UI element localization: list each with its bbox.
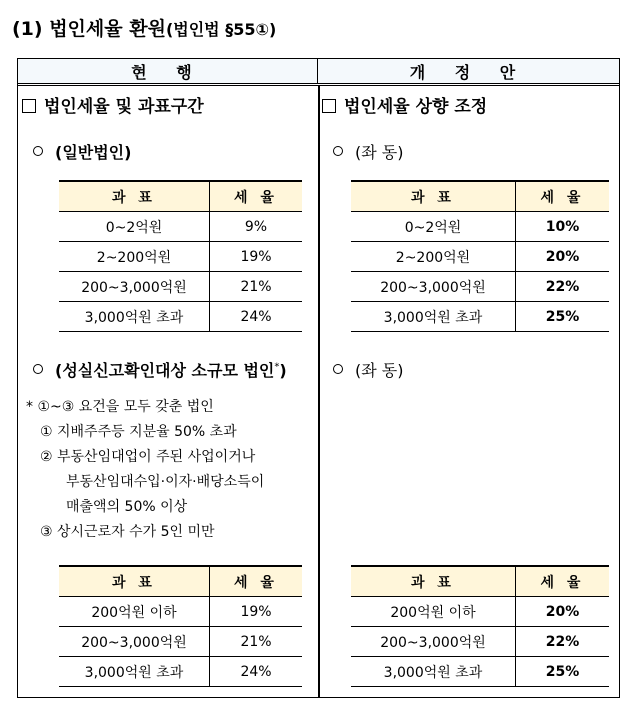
- table-cell: 200~3,000억원: [59, 627, 210, 657]
- right-bullet-general: [333, 140, 403, 163]
- table-row: [59, 242, 302, 272]
- column-header-row: [18, 59, 619, 86]
- right-section-label: 법인세율 상향 조정: [344, 97, 488, 117]
- table-row: [59, 272, 302, 302]
- table-cell: 20%: [516, 597, 610, 627]
- right-section-heading: [322, 92, 487, 117]
- left-bullet-general: [33, 140, 131, 163]
- left-bullet-small-corp-label: (성실신고확인대상 소규모 법인: [55, 361, 275, 380]
- table-cell: 200~3,000억원: [351, 272, 516, 302]
- table-row: [59, 212, 302, 242]
- table-cell: 3,000억원 초과: [351, 302, 516, 332]
- header-proposed: 개 정 안: [318, 59, 619, 83]
- table-cell: 200~3,000억원: [59, 272, 210, 302]
- table-cell: 200억원 이하: [351, 597, 516, 627]
- table-header: 세 율: [210, 566, 303, 597]
- table-header: 과 표: [351, 566, 516, 597]
- square-bullet-icon: [22, 99, 36, 113]
- table-cell: 2~200억원: [59, 242, 210, 272]
- table-row: [59, 657, 302, 687]
- table-row: [351, 627, 609, 657]
- requirement-notes: [26, 395, 264, 545]
- table-cell: 200억원 이하: [59, 597, 210, 627]
- table-cell: 200~3,000억원: [351, 627, 516, 657]
- table-cell: 3,000억원 초과: [59, 302, 210, 332]
- table-cell: 22%: [516, 627, 610, 657]
- right-rate-table-general: [351, 180, 609, 332]
- left-section-label: 법인세율 및 과표구간: [44, 97, 204, 117]
- left-bullet-small-corp-close: ): [279, 361, 287, 380]
- left-section-heading: [22, 92, 204, 117]
- table-cell: 9%: [210, 212, 303, 242]
- circle-bullet-icon: [33, 146, 43, 156]
- table-header: 세 율: [516, 181, 610, 212]
- table-cell: 19%: [210, 242, 303, 272]
- table-header: 세 율: [210, 181, 303, 212]
- table-cell: 0~2억원: [351, 212, 516, 242]
- title-sub: (법인법 §55①): [165, 20, 277, 39]
- table-cell: 2~200억원: [351, 242, 516, 272]
- table-row: [59, 302, 302, 332]
- note-item: ② 부동산임대업이 주된 사업이거나: [40, 449, 256, 465]
- table-cell: 19%: [210, 597, 303, 627]
- table-cell: 25%: [516, 657, 610, 687]
- note-item: ③ 상시근로자 수가 5인 미만: [40, 524, 215, 540]
- table-cell: 0~2억원: [59, 212, 210, 242]
- table-row: [59, 627, 302, 657]
- header-current: 현 행: [18, 59, 318, 83]
- page-title: [12, 14, 276, 41]
- table-cell: 24%: [210, 657, 303, 687]
- table-row: [351, 212, 609, 242]
- table-row: [351, 597, 609, 627]
- note-item-continued: 부동산임대수입·이자·배당소득이: [66, 474, 265, 490]
- left-rate-table-small-corp: [59, 565, 302, 687]
- table-row: [59, 597, 302, 627]
- table-cell: 3,000억원 초과: [351, 657, 516, 687]
- table-row: [351, 242, 609, 272]
- title-main: (1) 법인세율 환원: [12, 18, 166, 40]
- circle-bullet-icon: [333, 364, 343, 374]
- left-rate-table-general: [59, 180, 302, 332]
- table-cell: 3,000억원 초과: [59, 657, 210, 687]
- right-bullet-small-corp: [333, 358, 403, 381]
- square-bullet-icon: [322, 99, 336, 113]
- right-bullet-small-corp-label: (좌 동): [355, 361, 404, 380]
- table-cell: 21%: [210, 627, 303, 657]
- right-bullet-general-label: (좌 동): [355, 143, 404, 162]
- table-cell: 10%: [516, 212, 610, 242]
- table-cell: 24%: [210, 302, 303, 332]
- footnote-marker: *: [274, 361, 280, 373]
- table-header: 과 표: [59, 566, 210, 597]
- note-item: ① 지배주주등 지분율 50% 초과: [40, 424, 237, 440]
- table-cell: 22%: [516, 272, 610, 302]
- table-header: 과 표: [59, 181, 210, 212]
- table-header: 세 율: [516, 566, 610, 597]
- table-row: [351, 302, 609, 332]
- note-star: * ①~③ 요건을 모두 갖춘 법인: [26, 399, 214, 415]
- circle-bullet-icon: [333, 146, 343, 156]
- table-cell: 20%: [516, 242, 610, 272]
- table-row: [351, 657, 609, 687]
- right-rate-table-small-corp: [351, 565, 609, 687]
- column-divider: [318, 86, 320, 697]
- table-header: 과 표: [351, 181, 516, 212]
- table-cell: 21%: [210, 272, 303, 302]
- left-bullet-general-label: (일반법인): [55, 143, 132, 162]
- table-row: [351, 272, 609, 302]
- left-bullet-small-corp: [33, 358, 287, 381]
- circle-bullet-icon: [33, 364, 43, 374]
- note-item-continued: 매출액의 50% 이상: [66, 499, 188, 515]
- table-cell: 25%: [516, 302, 610, 332]
